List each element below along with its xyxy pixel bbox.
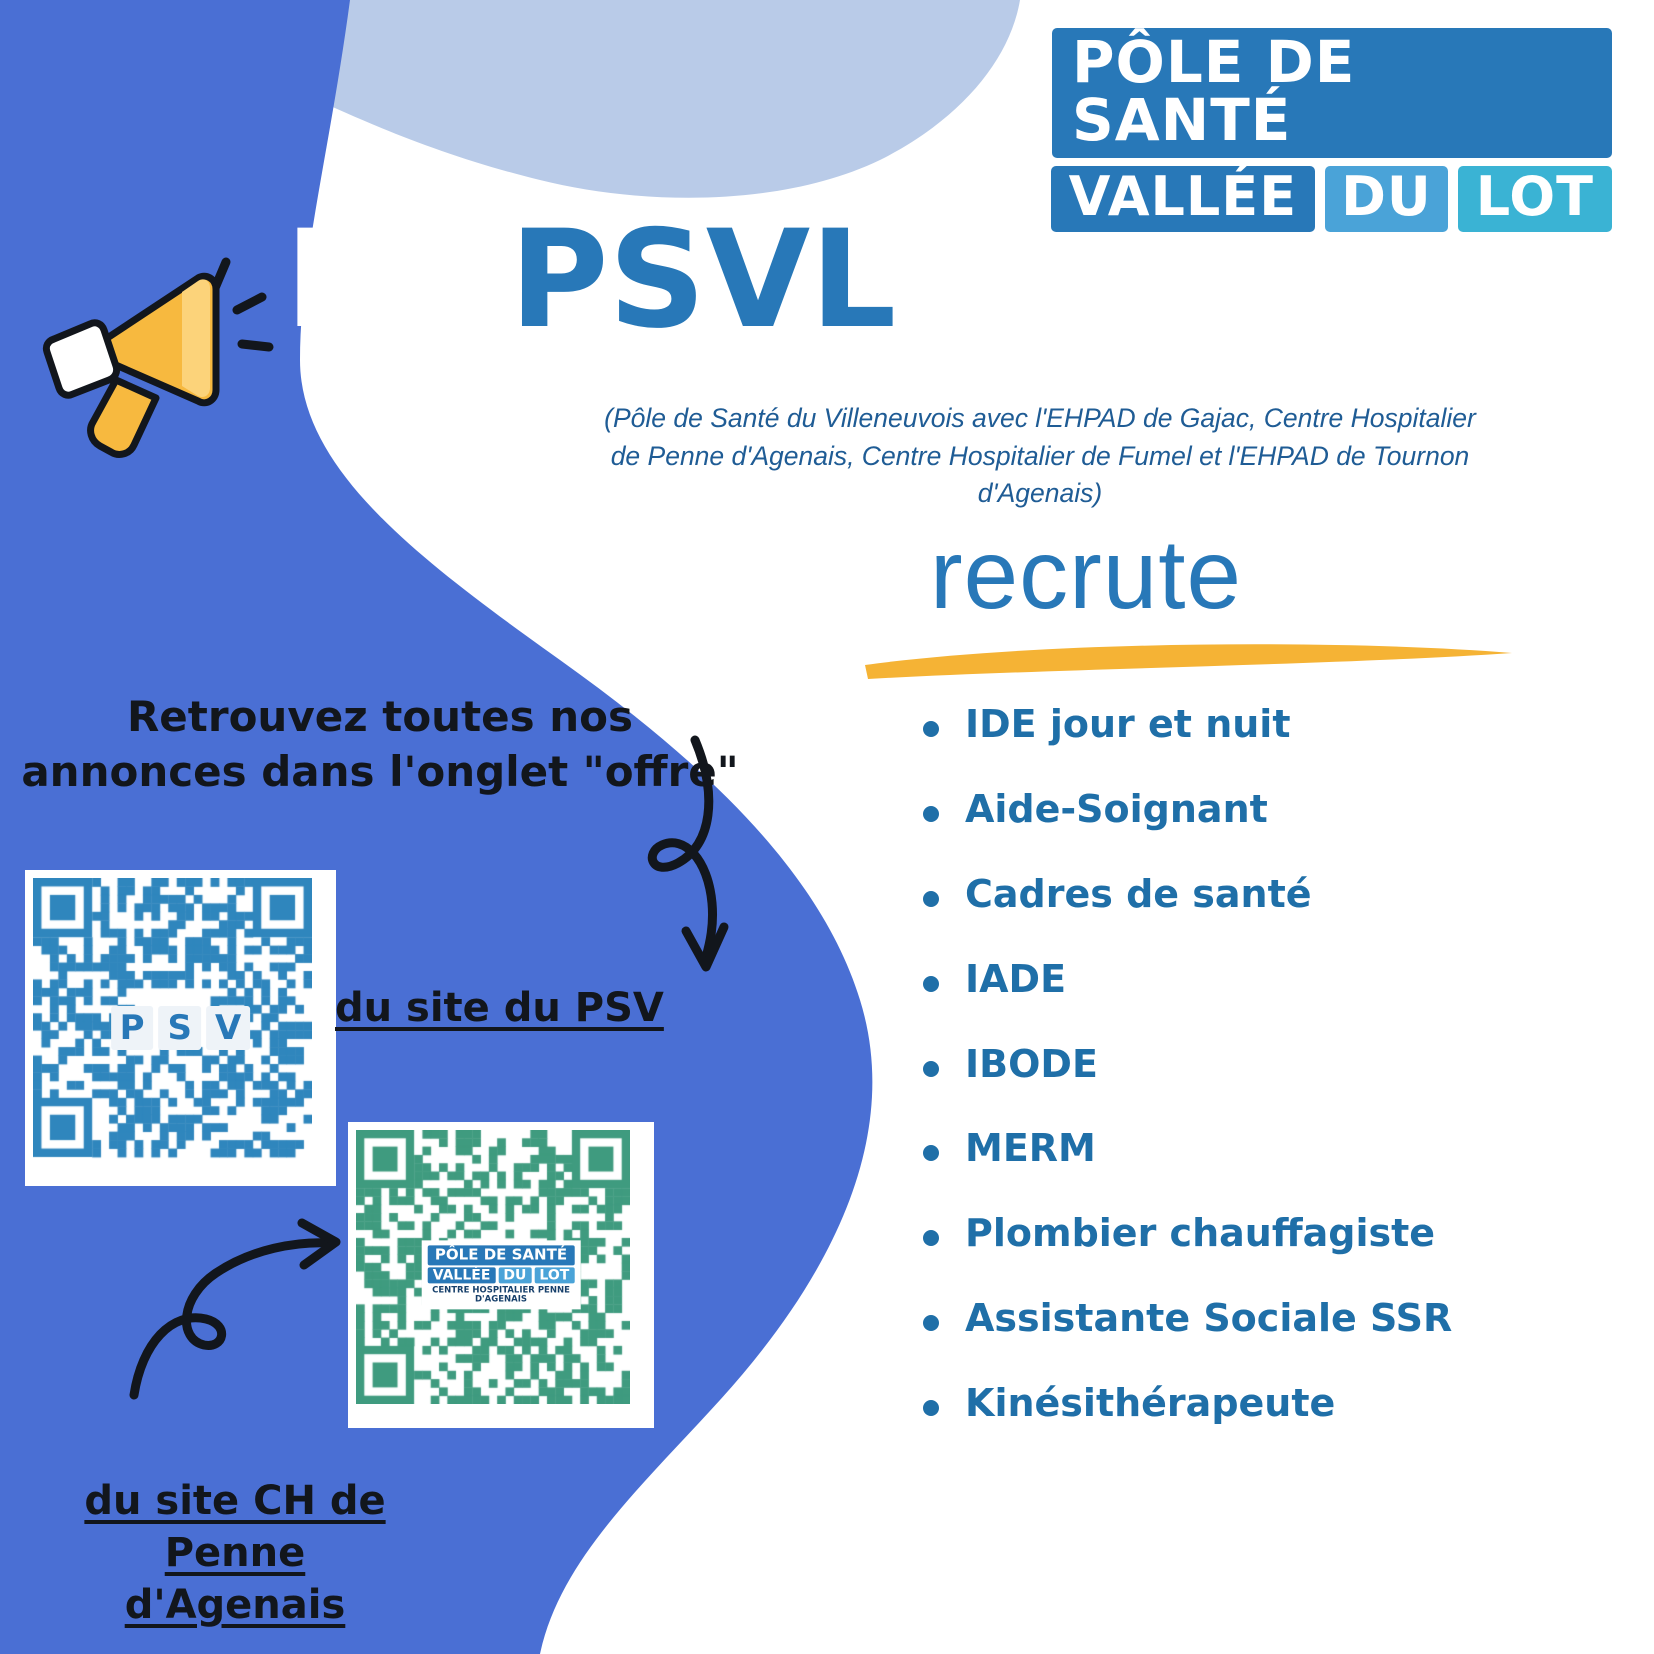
qr-psv-center-label	[111, 1006, 251, 1050]
caption-psv: du site du PSV	[335, 985, 664, 1031]
title-psvl: PSVL	[509, 201, 897, 358]
logo-lot: LOT	[1458, 166, 1612, 232]
job-label: IADE	[965, 956, 1067, 1001]
list-item	[905, 956, 1645, 1001]
arrow-down-icon	[600, 735, 740, 980]
list-item	[905, 1296, 1645, 1341]
bullet-icon	[923, 1315, 939, 1331]
list-item	[905, 1126, 1645, 1171]
caption-ch: du site CH de Penne d'Agenais	[84, 1478, 386, 1628]
qr-ch-inner	[356, 1130, 646, 1420]
job-label: MERM	[965, 1126, 1096, 1171]
qr-ch-pole: PÔLE DE SANTÉ	[428, 1245, 575, 1265]
job-label: IDE jour et nuit	[965, 702, 1291, 746]
list-item	[905, 1211, 1645, 1256]
logo-row-bottom	[1051, 166, 1612, 232]
bullet-icon	[923, 1400, 939, 1416]
qr-psv-inner	[33, 878, 328, 1178]
logo	[1052, 28, 1612, 232]
subtitle: (Pôle de Santé du Villeneuvois avec l'EHPAD de Gajac, Centre Hospitalier de Penne d'Agenais, Centre Hospitalier de Fumel et l'EHPAD de Tournon d'Agenais)	[604, 403, 1476, 509]
qr-code-ch-penne[interactable]	[348, 1122, 654, 1428]
job-label: Plombier chauffagiste	[965, 1211, 1436, 1256]
underline-brush	[860, 635, 1520, 685]
qr-psv-letter-v: V	[206, 1006, 250, 1050]
bullet-icon	[923, 976, 939, 992]
qr-ch-du: DU	[498, 1267, 531, 1284]
logo-row-top	[1052, 28, 1612, 158]
logo-du: DU	[1325, 166, 1448, 232]
bullet-icon	[923, 1145, 939, 1161]
job-label: Kinésithérapeute	[965, 1381, 1336, 1426]
qr-ch-center-label	[422, 1240, 581, 1309]
qr-ch-row2	[428, 1267, 575, 1284]
job-label: Cadres de santé	[965, 871, 1312, 916]
qr-ch-vallee: VALLÉE	[428, 1267, 496, 1284]
list-item	[905, 1041, 1645, 1086]
bullet-icon	[923, 1061, 939, 1077]
list-item	[905, 871, 1645, 916]
list-item	[905, 702, 1645, 746]
list-item	[905, 1381, 1645, 1426]
page-title	[285, 201, 897, 358]
recrute-heading: recrute	[930, 519, 1243, 629]
qr-psv-letter-p: P	[111, 1006, 154, 1050]
qr-psv-letter-s: S	[159, 1006, 202, 1050]
title-le: Le	[285, 201, 510, 358]
bullet-icon	[923, 806, 939, 822]
qr-code-psv[interactable]	[25, 870, 336, 1186]
job-label: Aide-Soignant	[965, 786, 1268, 831]
list-item	[905, 786, 1645, 831]
qr-ch-lot: LOT	[534, 1267, 574, 1284]
logo-vallee: VALLÉE	[1051, 166, 1316, 232]
job-label: IBODE	[965, 1041, 1098, 1086]
megaphone-icon	[30, 240, 280, 470]
annonces-text: Retrouvez toutes nos annonces dans l'onglet "offre"	[21, 692, 739, 796]
logo-pole-de-sante: PÔLE DE SANTÉ	[1052, 28, 1612, 158]
bullet-icon	[923, 721, 939, 737]
qr-ch-sub: CENTRE HOSPITALIER PENNE D'AGENAIS	[432, 1285, 570, 1305]
bullet-icon	[923, 891, 939, 907]
arrow-up-right-icon	[120, 1215, 350, 1405]
job-list	[905, 702, 1645, 1469]
job-label: Assistante Sociale SSR	[965, 1296, 1453, 1341]
bullet-icon	[923, 1230, 939, 1246]
